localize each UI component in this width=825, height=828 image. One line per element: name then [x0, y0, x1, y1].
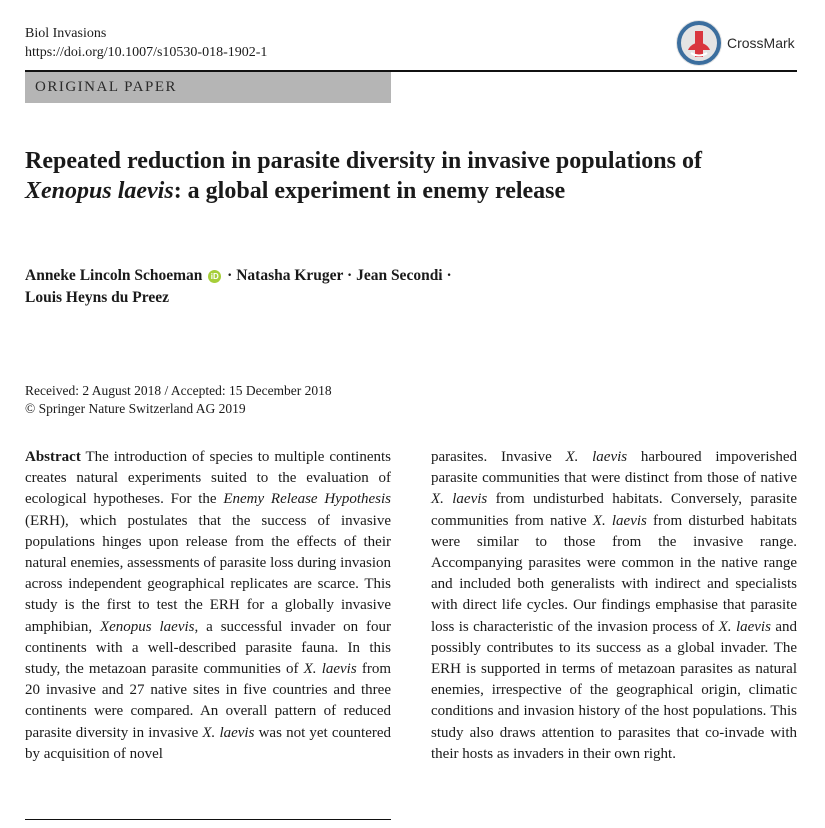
abstract-text: The introduction of species to multiple continents creates natural experiments suited to the evaluation of ecological hypotheses. For the [25, 449, 391, 508]
abstract-text: from undisturbed habitats. Conversely, parasite communities from native [431, 491, 797, 529]
author-name[interactable]: Jean Secondi [356, 267, 443, 284]
author-separator: · [223, 267, 237, 284]
abstract-text: and possibly contributes to its success as a global invader. The ERH is supported in terms of metazoan parasites as natural enemies, irrespective of the geographical origin, climatic conditions and invasion history of the host populations. This study also draws attention to parasites that co-invade with their hosts as invaders in their own right. [431, 618, 797, 762]
abstract-text: harboured impoverished parasite communities that were distinct from those of native [431, 449, 797, 487]
copyright-line: © Springer Nature Switzerland AG 2019 [25, 401, 246, 416]
doi-link[interactable]: https://doi.org/10.1007/s10530-018-1902-1 [25, 45, 268, 60]
paper-title [25, 146, 785, 206]
abstract-text: (ERH), which postulates that the success of invasive populations hinges upon release from the effects of their natural enemies, assessments of parasite loss during invasion across independent geographical replicates are scarce. This study is the first to test the ERH for a globally invasive amphibian, [25, 512, 391, 635]
abstract-column-right [431, 447, 797, 765]
abstract-italic: Enemy Release Hypothesis [223, 491, 391, 508]
author-separator: · [442, 267, 452, 284]
abstract-italic: X. laevis [431, 491, 488, 508]
received-accepted-dates: Received: 2 August 2018 / Accepted: 15 December 2018 [25, 383, 332, 398]
abstract-italic: X. laevis [303, 661, 357, 678]
abstract-text: from 20 invasive and 27 native sites in five countries and three continents were compared. An overall pattern of reduced parasite diversity in invasive [25, 661, 391, 741]
abstract-column-left [25, 447, 391, 765]
title-species: Xenopus laevis [25, 178, 174, 204]
abstract-text: parasites. Invasive [431, 449, 566, 465]
abstract-text: , a successful invader on four continents with a well-described parasite fauna. In this study, the metazoan parasite communities of [25, 618, 391, 678]
orcid-icon[interactable]: iD [208, 270, 221, 283]
crossmark-button[interactable] [675, 18, 795, 68]
abstract-italic: X. laevis [718, 618, 771, 635]
article-history [25, 382, 332, 418]
title-text-2: : a global experiment in enemy release [173, 178, 566, 204]
abstract-heading: Abstract [25, 449, 81, 465]
abstract-italic: X. laevis [202, 724, 255, 741]
journal-info [25, 24, 267, 62]
author-list [25, 265, 725, 309]
footnote-rule [25, 819, 391, 820]
crossmark-icon [675, 19, 723, 67]
abstract-text: from disturbed habitats were similar to those from the invasive range. Accompanying parasites were common in the native range and included both generalists with indirect and specialists with direct life cycles. Our findings emphasise that parasite loss is characteristic of the invasion process of [431, 512, 798, 635]
author-name[interactable]: Anneke Lincoln Schoeman [25, 267, 203, 284]
abstract-italic: X. laevis [592, 512, 647, 529]
abstract-text: was not yet countered by acquisition of novel [25, 724, 391, 762]
author-separator: · [343, 267, 357, 284]
abstract-italic: X. laevis [565, 449, 628, 465]
abstract-italic: Xenopus laevis [99, 618, 195, 635]
journal-name: Biol Invasions [25, 26, 107, 41]
crossmark-label: CrossMark [727, 35, 795, 51]
author-name[interactable]: Natasha Kruger [236, 267, 344, 284]
author-name[interactable]: Louis Heyns du Preez [25, 289, 169, 306]
title-text-1: Repeated reduction in parasite diversity in invasive populations of [25, 148, 702, 174]
article-type-label: ORIGINAL PAPER [25, 72, 391, 103]
